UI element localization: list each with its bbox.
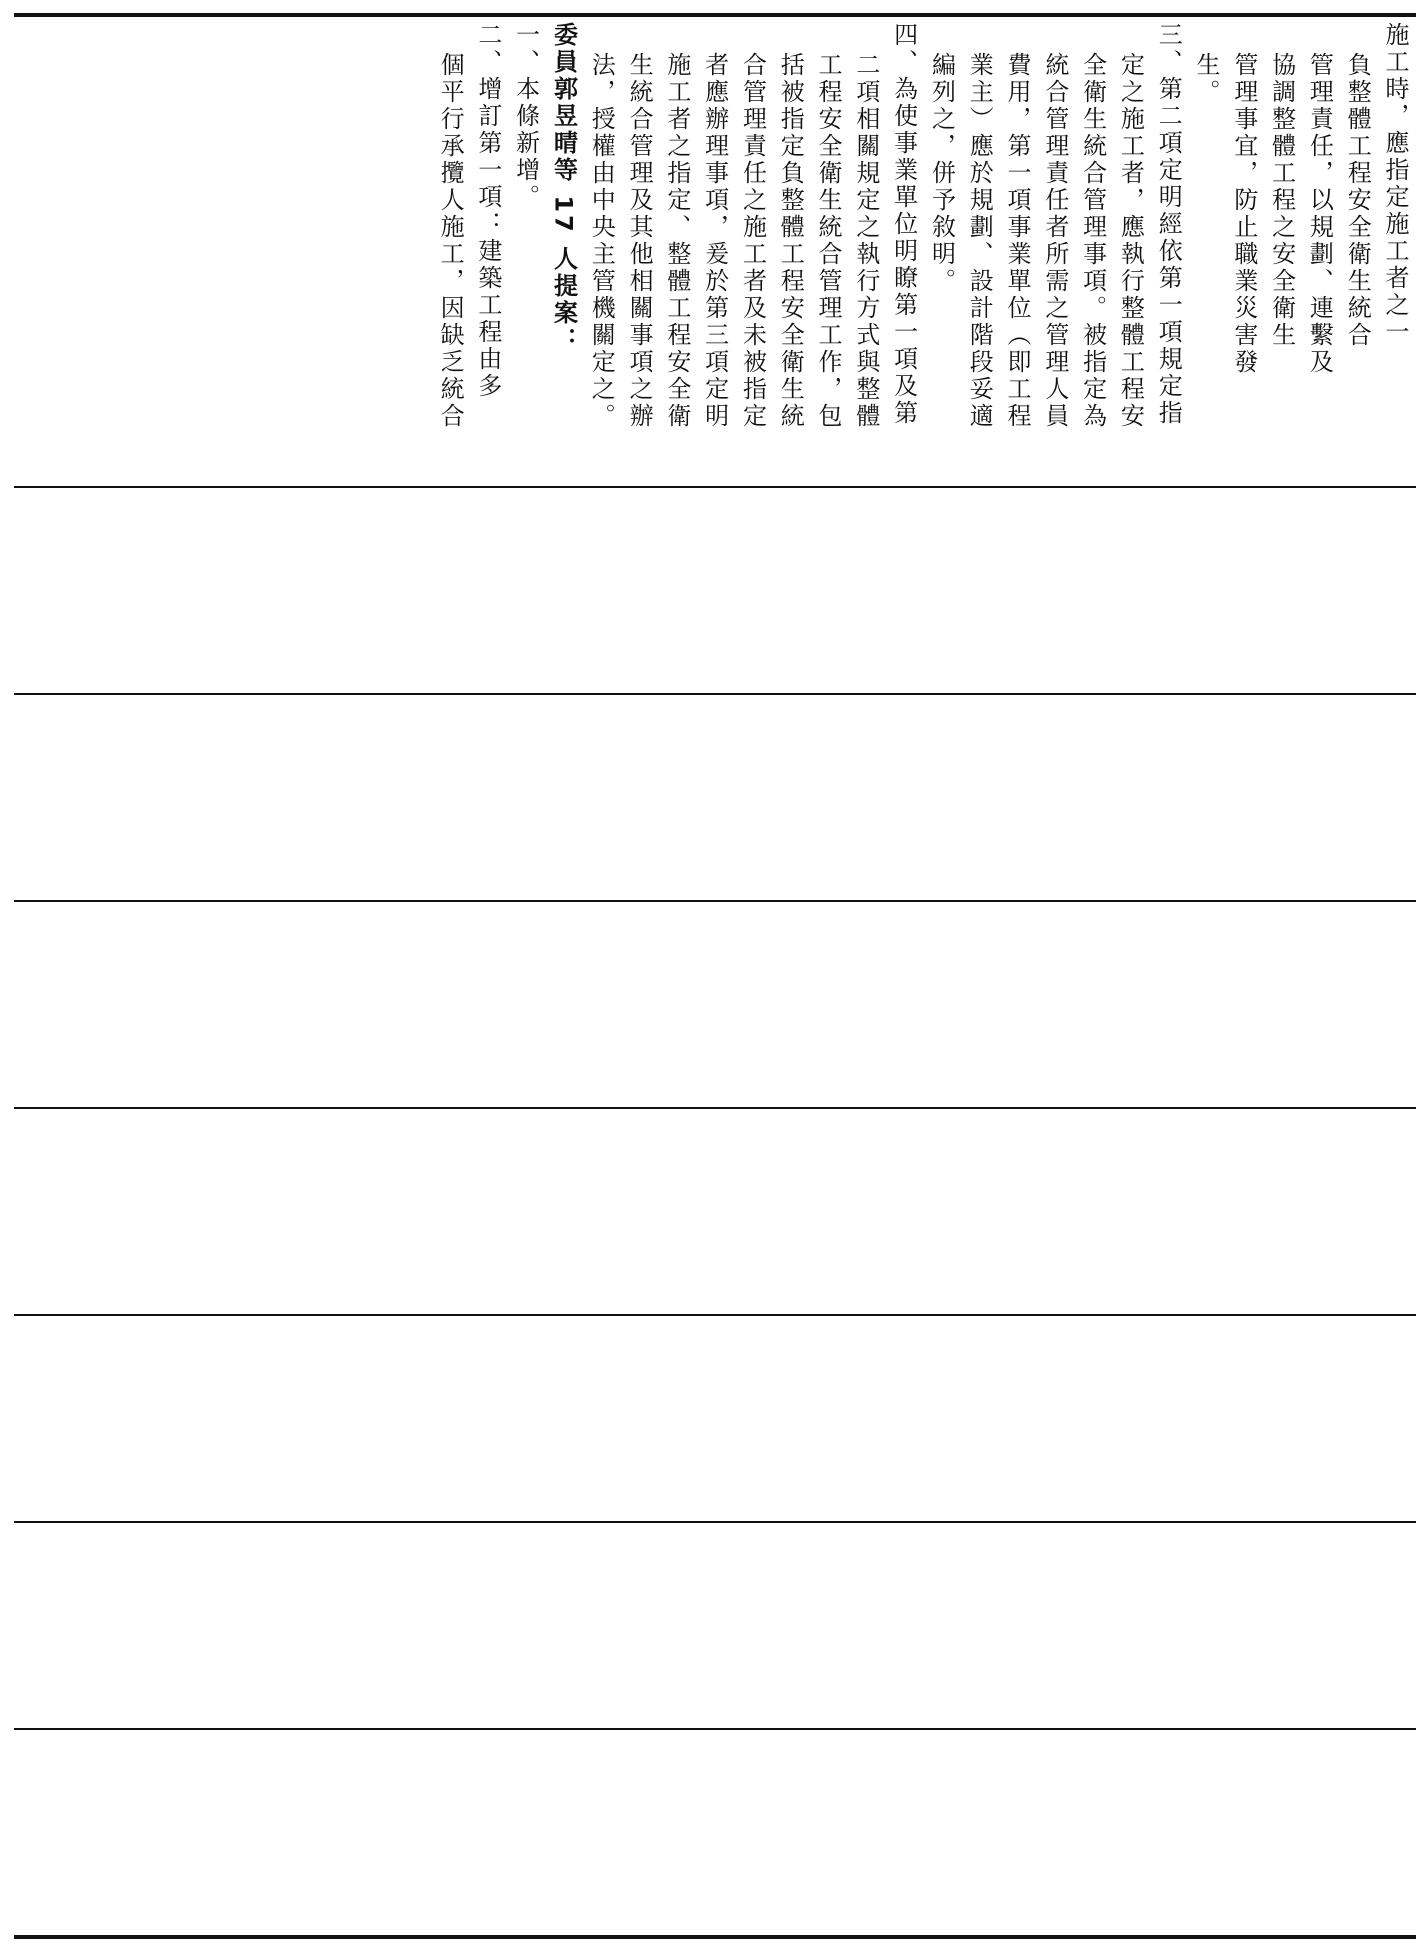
text-column [1186,22,1224,482]
text-column [657,22,695,482]
empty-row [14,1523,1416,1728]
column-text: 統合管理責任者所需之管理人員 [1040,52,1069,430]
empty-row [14,1109,1416,1314]
text-column [1148,22,1186,482]
text-column [544,22,582,482]
column-text: 三、第二項定明經依第一項規定指 [1154,22,1183,427]
text-column [733,22,771,482]
column-text: 二項相關規定之執行方式與整體 [851,52,880,430]
column-text: 編列之，併予敘明。 [927,52,956,295]
column-text: 者應辦理事項，爰於第三項定明 [700,52,729,430]
column-text: 二、增訂第一項：建築工程由多 [473,22,502,400]
column-text: 管理事宜，防止職業災害發 [1229,52,1258,376]
column-text: 施工時，應指定施工者之一 [1381,22,1409,346]
column-text: 一、本條新增。 [511,22,540,211]
empty-row [14,488,1416,693]
column-text: 個平行承攬人施工，因缺乏統合 [436,52,465,430]
text-column [1224,22,1262,482]
text-column [808,22,846,482]
text-column [1337,22,1375,482]
bottom-rule [14,1935,1416,1939]
column-text: 四、為使事業單位明瞭第一項及第 [889,22,918,427]
text-column [884,22,922,482]
text-column [506,22,544,482]
column-text: 法，授權由中央主管機關定之。 [587,52,616,430]
column-text: 業主）應於規劃、設計階段妥適 [965,52,994,430]
text-column [1111,22,1149,482]
column-text: 生。 [1192,52,1221,106]
text-column [1073,22,1111,482]
column-text: 合管理責任之施工者及未被指定 [738,52,767,430]
text-column [1262,22,1300,482]
text-column [922,22,960,482]
empty-row [14,1316,1416,1521]
text-column [997,22,1035,482]
text-column [619,22,657,482]
column-text: 括被指定負整體工程安全衛生統 [776,52,805,430]
column-text: 工程安全衛生統合管理工作，包 [814,52,843,430]
column-text: 定之施工者，應執行整體工程安 [1116,52,1145,430]
text-column [430,22,468,482]
empty-row [14,695,1416,900]
empty-row [14,1730,1416,1935]
column-text: 施工者之指定、整體工程安全衛 [662,52,691,430]
text-column [770,22,808,482]
column-text: 負整體工程安全衛生統合 [1343,52,1372,349]
column-text: 協調整體工程之安全衛生 [1267,52,1296,349]
empty-row [14,902,1416,1107]
proposal-heading: 委員郭昱晴等 17 人提案： [549,22,578,355]
text-column [1035,22,1073,482]
text-column [695,22,733,482]
text-column [1300,22,1338,482]
text-column [959,22,997,482]
text-column [468,22,506,482]
top-rule [14,13,1416,17]
column-text: 生統合管理及其他相關事項之辦 [625,52,654,430]
text-column [846,22,884,482]
column-text: 全衛生統合管理事項。被指定為 [1078,52,1107,430]
text-columns [14,22,1413,482]
text-column [581,22,619,482]
column-text: 管理責任，以規劃、連繫及 [1305,52,1334,376]
column-text: 費用，第一項事業單位（即工程 [1003,52,1032,430]
text-column [1375,22,1413,482]
